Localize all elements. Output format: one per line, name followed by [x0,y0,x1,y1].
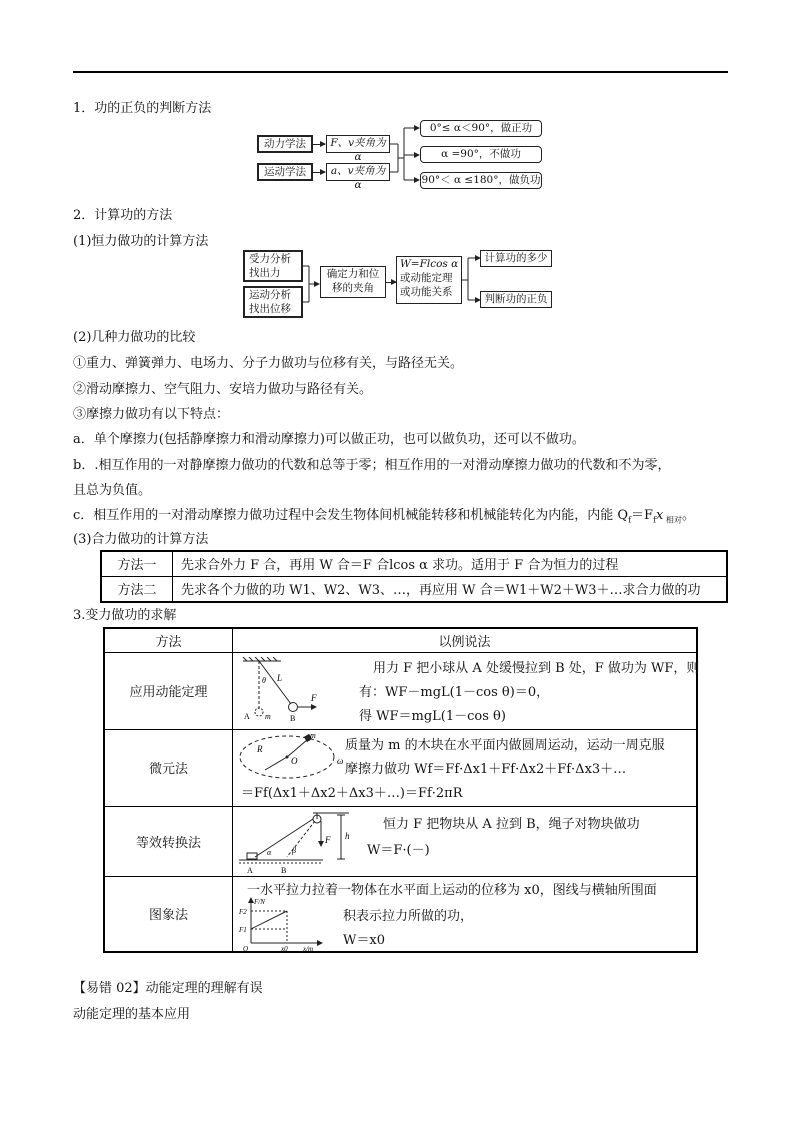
para-line: 且总为负值。 [73,483,152,498]
subheading: 动能定理的基本应用 [73,1007,191,1022]
label-F: F [311,692,317,703]
x-axis-label: x/m [303,944,314,951]
box-line: 找出力 [249,267,281,279]
label-m: m [265,711,271,721]
branch-connector [390,120,420,190]
compute-amount-box: 计算功的多少 [480,250,552,267]
text-span: ＝F [631,508,654,523]
pendulum-figure [241,657,331,723]
split-connector [462,250,482,310]
variable-force-table [103,627,698,953]
label-h: h [345,830,350,841]
para-line: (3)合力做功的计算方法 [73,532,209,547]
label-omega: ω [337,755,344,766]
example-line: 积表示拉力所做的功， [343,908,474,924]
subscript: 相对 [663,515,682,525]
header-cell: 方法 [104,628,233,652]
zero-work-box: α =90°，不做功 [420,146,542,163]
method-name-cell: 方法二 [101,576,173,602]
net-force-work-table [100,550,728,603]
top-rule [73,71,728,73]
example-line: 摩擦力做功 Wf＝Ff·Δx1＋Ff·Δx2＋Ff·Δx3＋… [345,761,627,777]
dynamics-method-box: 动力学法 [257,135,313,153]
label-beta: β [292,845,296,855]
force-analysis-box [243,250,303,282]
example-line: 质量为 m 的木块在水平面内做圆周运动，运动一周克服 [345,737,665,753]
example-cell [233,729,698,806]
constant-force-heading: (1)恒力做功的计算方法 [73,234,209,249]
arrow [313,144,325,145]
example-line: 用力 F 把小球从 A 处缓慢拉到 B 处，F 做功为 WF，则 [373,660,700,676]
section-3-heading: 3.变力做功的求解 [73,608,177,623]
method-name-cell: 图象法 [104,876,233,952]
box-line: 受力分析 [249,253,291,265]
example-line: 恒力 F 把物块从 A 拉到 B，绳子对物块做功 [383,816,640,832]
positive-work-box: 0°≤ α＜90°，做正功 [420,120,542,137]
subscript: f [628,515,632,525]
example-cell [233,876,698,952]
box-line: 移的夹角 [332,282,374,294]
box-line: 确定力和位 [326,268,380,280]
label-m: m [310,731,316,740]
label-B: B [281,865,287,875]
method-name-cell: 等效转换法 [104,806,233,876]
example-line: W＝F·(－) [367,842,430,858]
angle-box [320,266,386,298]
force-displacement-graph [237,895,325,951]
negative-work-box: 90°＜ α ≤180°，做负功 [420,172,542,189]
label-B: B [290,713,296,723]
circular-motion-figure [237,732,347,782]
force-velocity-angle-box: F、v夹角为 α [326,135,390,153]
example-line: ＝Ff(Δx1＋Δx2＋Δx3＋…)＝Ff·2πR [241,785,463,801]
label-O: O [243,944,249,951]
y-axis-label: F/N [254,897,265,906]
box-line: W=Flcos α [400,258,459,270]
para-line: b．.相互作用的一对静摩擦力做功的代数和总等于零；相互作用的一对滑动摩擦力做功的代数和不为零， [73,458,671,473]
text-span: c．相互作用的一对滑动摩擦力做功过程中会发生物体间机械能转移和机械能转化为内能，内能 Q [73,508,629,523]
merge-connector [303,260,321,310]
header-cell: 以例说法 [233,628,698,652]
label-A: A [247,865,253,875]
arrow [386,282,396,283]
kinematics-method-box: 运动学法 [257,163,313,181]
section-2-heading: 2．计算功的方法 [73,208,173,223]
label-theta: θ [262,675,266,685]
arrow [313,172,325,173]
box-line: 找出位移 [249,303,291,315]
example-line: 有：WF－mgL(1－cos θ)＝0， [359,684,550,700]
label-A: A [244,711,250,721]
para-line [73,504,695,526]
text-span: x [656,508,664,523]
method-text-cell: 先求各个力做的功 W1、W2、W3、…，再应用 W 合＝W1＋W2＋W3＋…求合力做的功 [173,576,728,602]
text-span: 。 [681,508,695,523]
section-1-heading: 1．功的正负的判断方法 [73,101,212,116]
box-line: 或功能关系 [400,286,453,298]
error-02-heading: 【易错 02】动能定理的理解有误 [73,981,263,996]
motion-analysis-box [243,286,303,318]
label-O: O [291,755,298,766]
label-alpha: α [267,847,272,857]
work-formula-box [396,256,462,304]
example-cell [233,806,698,876]
para-line: ③摩擦力做功有以下特点： [73,407,230,422]
subscript: f [653,515,657,525]
para-line: ①重力、弹簧弹力、电场力、分子力做功与位移有关，与路径无关。 [73,356,464,371]
box-line: 或动能定理 [400,272,453,284]
label-F1: F1 [239,925,247,934]
example-cell [233,652,698,729]
para-line: (2)几种力做功的比较 [73,330,196,345]
para-line: a．单个摩擦力(包括静摩擦力和滑动摩擦力)可以做正功，也可以做负功，还可以不做功。 [73,432,585,447]
label-R: R [257,743,263,754]
para-line: ②滑动摩擦力、空气阻力、安培力做功与路径有关。 [73,382,373,397]
label-x0: x0 [281,944,288,951]
box-line: 运动分析 [249,289,291,301]
example-line: 一水平拉力拉着一物体在水平面上运动的位移为 x0，图线与横轴所围面 [247,882,657,898]
example-line: W＝x0 [343,932,385,948]
method-name-cell: 方法一 [101,551,173,576]
method-name-cell: 应用动能定理 [104,652,233,729]
label-L: L [277,672,283,683]
label-F: F [325,834,331,845]
pulley-figure [237,809,357,875]
accel-velocity-angle-box: a、v夹角为 α [326,163,390,181]
example-line: 得 WF＝mgL(1－cos θ) [359,708,506,724]
method-name-cell: 微元法 [104,729,233,806]
method-text-cell: 先求合外力 F 合，再用 W 合＝F 合lcos α 求功。适用于 F 合为恒力的过程 [173,551,728,576]
label-F2: F2 [239,907,247,916]
judge-sign-box: 判断功的正负 [480,291,552,308]
